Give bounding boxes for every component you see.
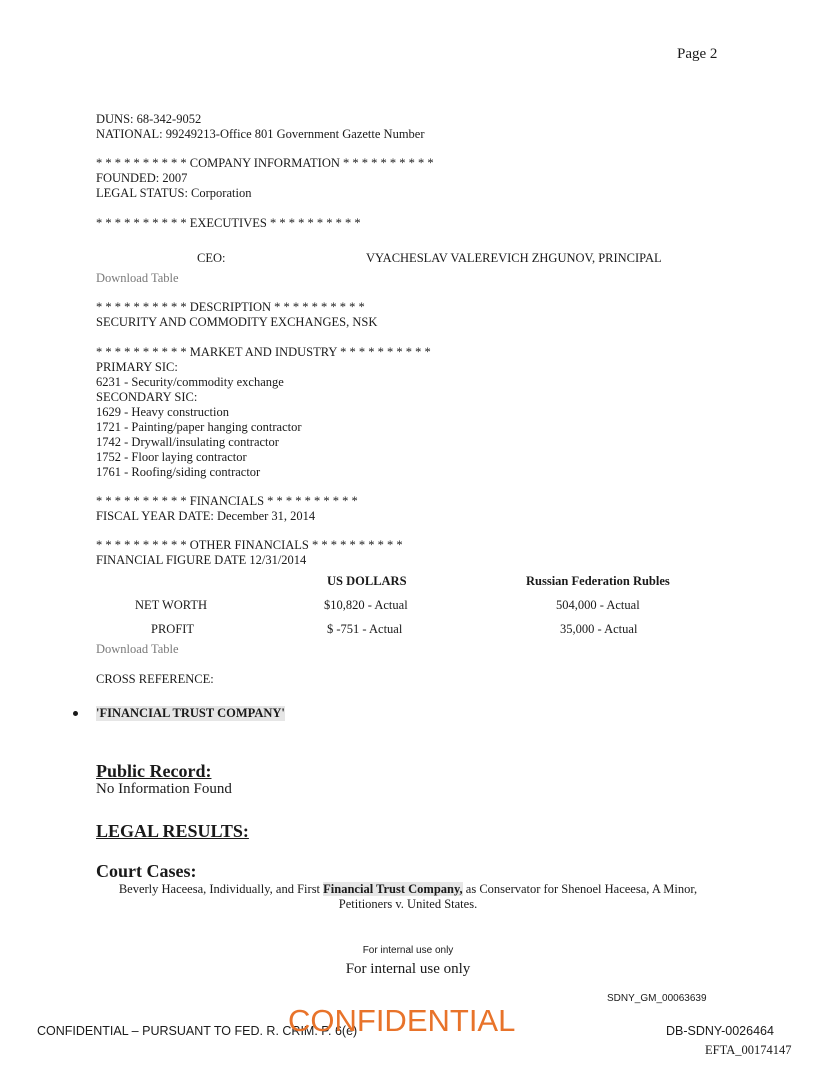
efta-number: EFTA_00174147 [705,1043,792,1057]
legal-results-heading: LEGAL RESULTS: [96,821,249,841]
executive-name: VYACHESLAV VALEREVICH ZHGUNOV, PRINCIPAL [366,251,662,265]
profit-rub: 35,000 - Actual [560,622,638,636]
cross-reference-label: CROSS REFERENCE: [96,672,214,686]
col-header-usd: US DOLLARS [327,574,407,588]
financial-figure-date: FINANCIAL FIGURE DATE 12/31/2014 [96,553,307,567]
profit-usd: $ -751 - Actual [327,622,403,636]
bullet-icon [73,711,78,716]
executive-role: CEO: [197,251,226,265]
market-line: PRIMARY SIC: [96,360,178,374]
public-record-heading: Public Record: [96,761,212,781]
page-number: Page 2 [677,46,718,62]
national-line: NATIONAL: 99249213-Office 801 Government Gazette Number [96,127,425,141]
market-line: 1752 - Floor laying contractor [96,450,247,464]
download-table-link[interactable]: Download Table [96,271,179,285]
court-case-text: as Conservator for Shenoel Haceesa, A Minor, [462,882,698,896]
internal-use-small: For internal use only [362,945,454,956]
fiscal-year-line: FISCAL YEAR DATE: December 31, 2014 [96,509,316,523]
other-financials-header: * * * * * * * * * * OTHER FINANCIALS * * * * * * * * * * [96,538,403,552]
public-record-text: No Information Found [96,781,232,797]
market-line: 1629 - Heavy construction [96,405,229,419]
confidential-notice: CONFIDENTIAL – PURSUANT TO FED. R. CRIM. P. 6(e) [37,1024,358,1038]
confidential-stamp: CONFIDENTIAL [288,1003,516,1038]
cross-reference-item[interactable]: 'FINANCIAL TRUST COMPANY' [96,706,285,720]
financials-header: * * * * * * * * * * FINANCIALS * * * * * * * * * * [96,494,358,508]
executives-header: * * * * * * * * * * EXECUTIVES * * * * * * * * * * [96,216,361,230]
company-info-header: * * * * * * * * * * COMPANY INFORMATION * * * * * * * * * * [96,156,434,170]
court-case-highlight[interactable]: Financial Trust Company, [323,882,463,896]
legal-status-line: LEGAL STATUS: Corporation [96,186,252,200]
market-line: SECONDARY SIC: [96,390,198,404]
internal-use-large: For internal use only [345,961,471,977]
court-case-line-2: Petitioners v. United States. [338,897,478,911]
net-worth-usd: $10,820 - Actual [324,598,408,612]
net-worth-rub: 504,000 - Actual [556,598,640,612]
court-case-text: Beverly Haceesa, Individually, and First [118,882,324,896]
download-table-link[interactable]: Download Table [96,642,179,656]
duns-line: DUNS: 68-342-9052 [96,112,202,126]
bates-number: SDNY_GM_00063639 [607,993,707,1004]
description-text: SECURITY AND COMMODITY EXCHANGES, NSK [96,315,378,329]
market-line: 6231 - Security/commodity exchange [96,375,284,389]
market-header: * * * * * * * * * * MARKET AND INDUSTRY * * * * * * * * * * [96,345,431,359]
court-cases-heading: Court Cases: [96,861,197,881]
court-case-line-1 [106,882,710,897]
row-label-profit: PROFIT [151,622,195,636]
description-header: * * * * * * * * * * DESCRIPTION * * * * * * * * * * [96,300,365,314]
market-line: 1742 - Drywall/insulating contractor [96,435,279,449]
col-header-rub: Russian Federation Rubles [526,574,670,588]
market-line: 1761 - Roofing/siding contractor [96,465,261,479]
founded-line: FOUNDED: 2007 [96,171,188,185]
row-label-net-worth: NET WORTH [135,598,208,612]
db-sdny-number: DB-SDNY-0026464 [666,1024,774,1038]
market-line: 1721 - Painting/paper hanging contractor [96,420,302,434]
